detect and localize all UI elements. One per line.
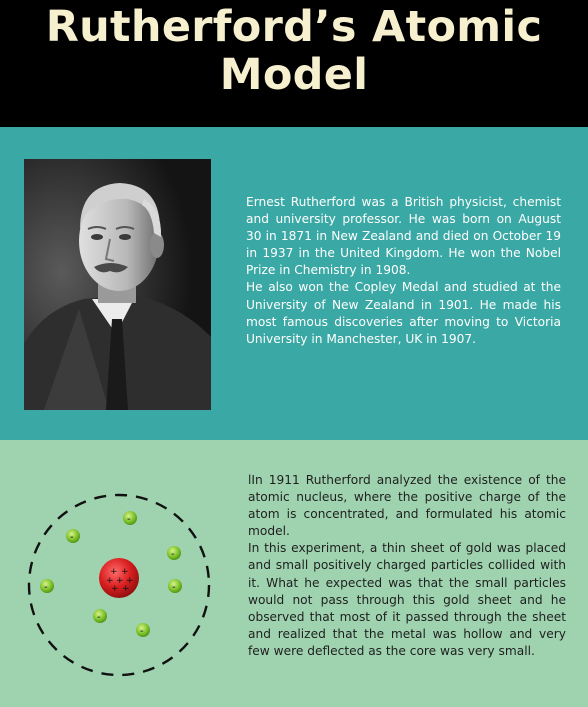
- portrait-photo: [24, 159, 211, 410]
- electron: [66, 529, 80, 543]
- model-paragraph-1: lIn 1911 Rutherford analyzed the existence of the atomic nucleus, where the positive charge of the atom is concentrated, and formulated his atomic model.: [248, 473, 566, 539]
- biography-paragraph-1: Ernest Rutherford was a British physicist, chemist and university professor. He was born on August 30 in 1871 in New Zealand and died on October 19 in 1937 in the United Kingdom. He won the Nobel Prize in Chemistry in 1908.: [246, 195, 561, 278]
- electron: [136, 623, 150, 637]
- electron: [93, 609, 107, 623]
- electron: [123, 511, 137, 525]
- atom-diagram: [20, 480, 220, 680]
- svg-text:-: -: [140, 626, 144, 637]
- proton-sign: +: [122, 584, 130, 594]
- header: [0, 0, 588, 127]
- page-title: [0, 0, 588, 99]
- svg-text:-: -: [70, 532, 74, 543]
- atomic-model-section: [0, 440, 588, 707]
- atomic-model-text: [248, 472, 566, 660]
- svg-text:-: -: [127, 514, 131, 525]
- svg-text:-: -: [97, 612, 101, 623]
- title-line-2: Model: [219, 50, 369, 100]
- svg-text:-: -: [44, 582, 48, 593]
- proton-sign: +: [126, 576, 134, 586]
- electron: [40, 579, 54, 593]
- svg-text:-: -: [171, 549, 175, 560]
- svg-text:-: -: [172, 582, 176, 593]
- proton-sign: +: [110, 567, 118, 577]
- biography-paragraph-2: He also won the Copley Medal and studied at the University of New Zealand in 1901. He made his most famous discoveries after moving to Victoria University in Manchester, UK in 1907.: [246, 280, 561, 346]
- nucleus: [99, 558, 139, 598]
- biography-section: [0, 127, 588, 440]
- portrait-illustration: [24, 159, 211, 410]
- proton-sign: +: [121, 567, 129, 577]
- proton-sign: +: [106, 576, 114, 586]
- proton-sign: +: [111, 584, 119, 594]
- biography-text: [246, 194, 561, 348]
- electron: [168, 579, 182, 593]
- model-paragraph-2: In this experiment, a thin sheet of gold was placed and small positively charged particles collided with it. What he expected was that the small particles would not pass through this gold sheet and he observed that most of it passed through the sheet and realized that the metal was hollow and very few were deflected as the core was very small.: [248, 541, 566, 658]
- title-line-1: Rutherford’s Atomic: [45, 2, 543, 52]
- proton-sign: +: [116, 576, 124, 586]
- electron: [167, 546, 181, 560]
